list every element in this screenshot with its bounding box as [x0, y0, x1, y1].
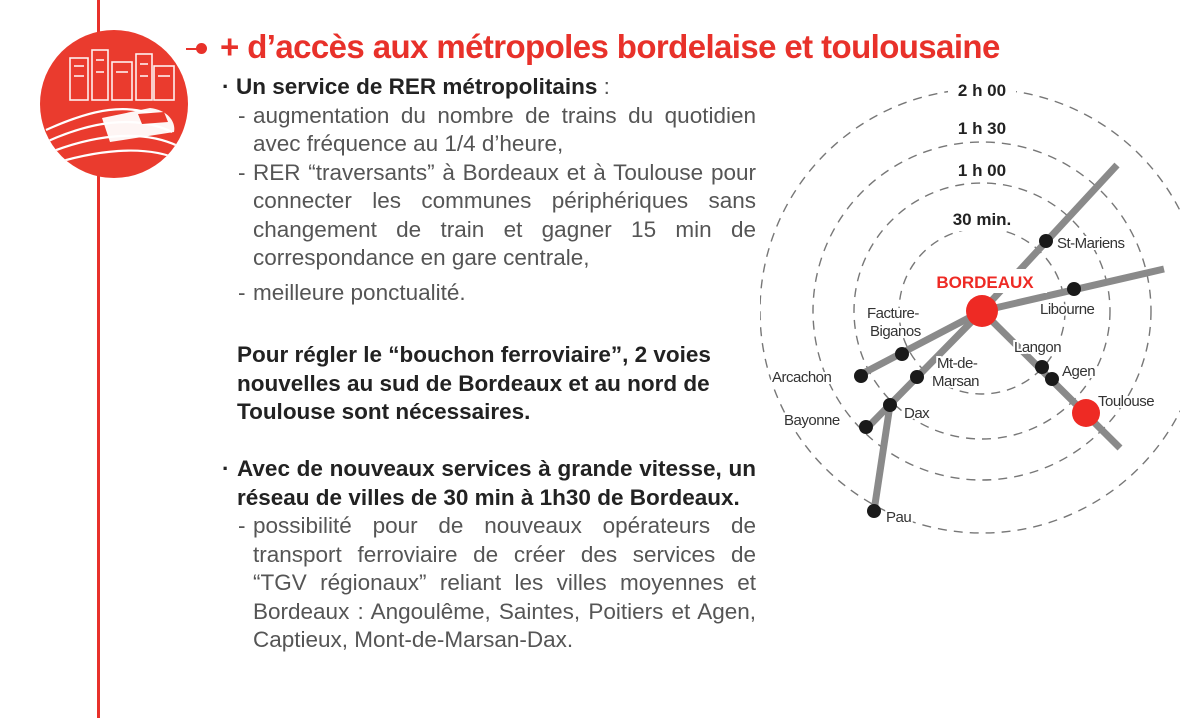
station-mont-de-marsan — [910, 370, 924, 384]
list-item: - meilleure ponctualité. — [238, 279, 466, 305]
city-label: Libourne — [1040, 301, 1095, 318]
hub-toulouse — [1072, 399, 1100, 427]
note-paragraph: Pour régler le “bouchon ferroviaire”, 2 voies nouvelles au sud de Bordeaux et au nord de Toulouse sont nécessaires. — [237, 342, 711, 424]
train-illustration — [40, 30, 188, 178]
station-facture — [895, 347, 909, 361]
ring-label: 1 h 30 — [957, 119, 1007, 138]
list-item: - augmentation du nombre de trains du quotidien avec fréquence au 1/4 d’heure, — [238, 102, 756, 156]
section-title: + d’accès aux métropoles bordelaise et toulousaine — [220, 28, 1000, 65]
city-label: Agen — [1062, 363, 1096, 380]
station-libourne — [1067, 282, 1081, 296]
train-city-icon — [40, 30, 188, 178]
list-item: - possibilité pour de nouveaux opérateurs de transport ferroviaire de créer des services de “TGV régionaux” reliant les villes moyennes et Bordeaux : Angoulême, Saintes, Poitiers et Agen, Captieux, Mont-de-Marsan-Dax. — [238, 513, 756, 652]
ring-label: 1 h 00 — [957, 161, 1007, 180]
list-item: - RER “traversants” à Bordeaux et à Toulouse pour connecter les communes périphériques sans changement de train et gagner 15 min de correspondance en gare centrale, — [238, 159, 756, 270]
bullet-rer — [222, 73, 756, 307]
city-label: Langon — [1014, 339, 1062, 356]
station-agen — [1045, 372, 1059, 386]
bullet-high-speed — [222, 455, 756, 655]
station-langon — [1035, 360, 1049, 374]
station-arcachon — [854, 369, 868, 383]
city-label: Marsan — [932, 373, 980, 390]
city-label: Bayonne — [784, 412, 840, 429]
ring-label: 2 h 00 — [957, 81, 1007, 100]
station-dax — [883, 398, 897, 412]
station-st-mariens — [1039, 234, 1053, 248]
city-label: Dax — [904, 405, 930, 422]
city-label: Pau — [886, 509, 912, 526]
bullet-rer-heading: · Un service de RER métropolitains : — [222, 74, 610, 99]
city-label: Arcachon — [772, 369, 832, 386]
network-map — [760, 70, 1180, 540]
city-label: Toulouse — [1098, 393, 1155, 410]
city-label: Biganos — [870, 323, 921, 340]
hub-bordeaux — [966, 295, 998, 327]
city-label: Facture- — [867, 305, 919, 322]
title-marker — [196, 43, 207, 54]
ring-label: 30 min. — [952, 210, 1012, 229]
hub-label: BORDEAUX — [936, 273, 1034, 292]
station-bayonne — [859, 420, 873, 434]
bullet-high-speed-heading: · Avec de nouveaux services à grande vitesse, un réseau de villes de 30 min à 1h30 de Bordeaux. — [222, 456, 756, 510]
city-label: Mt-de- — [937, 355, 978, 372]
station-pau — [867, 504, 881, 518]
city-label: St-Mariens — [1057, 235, 1125, 252]
